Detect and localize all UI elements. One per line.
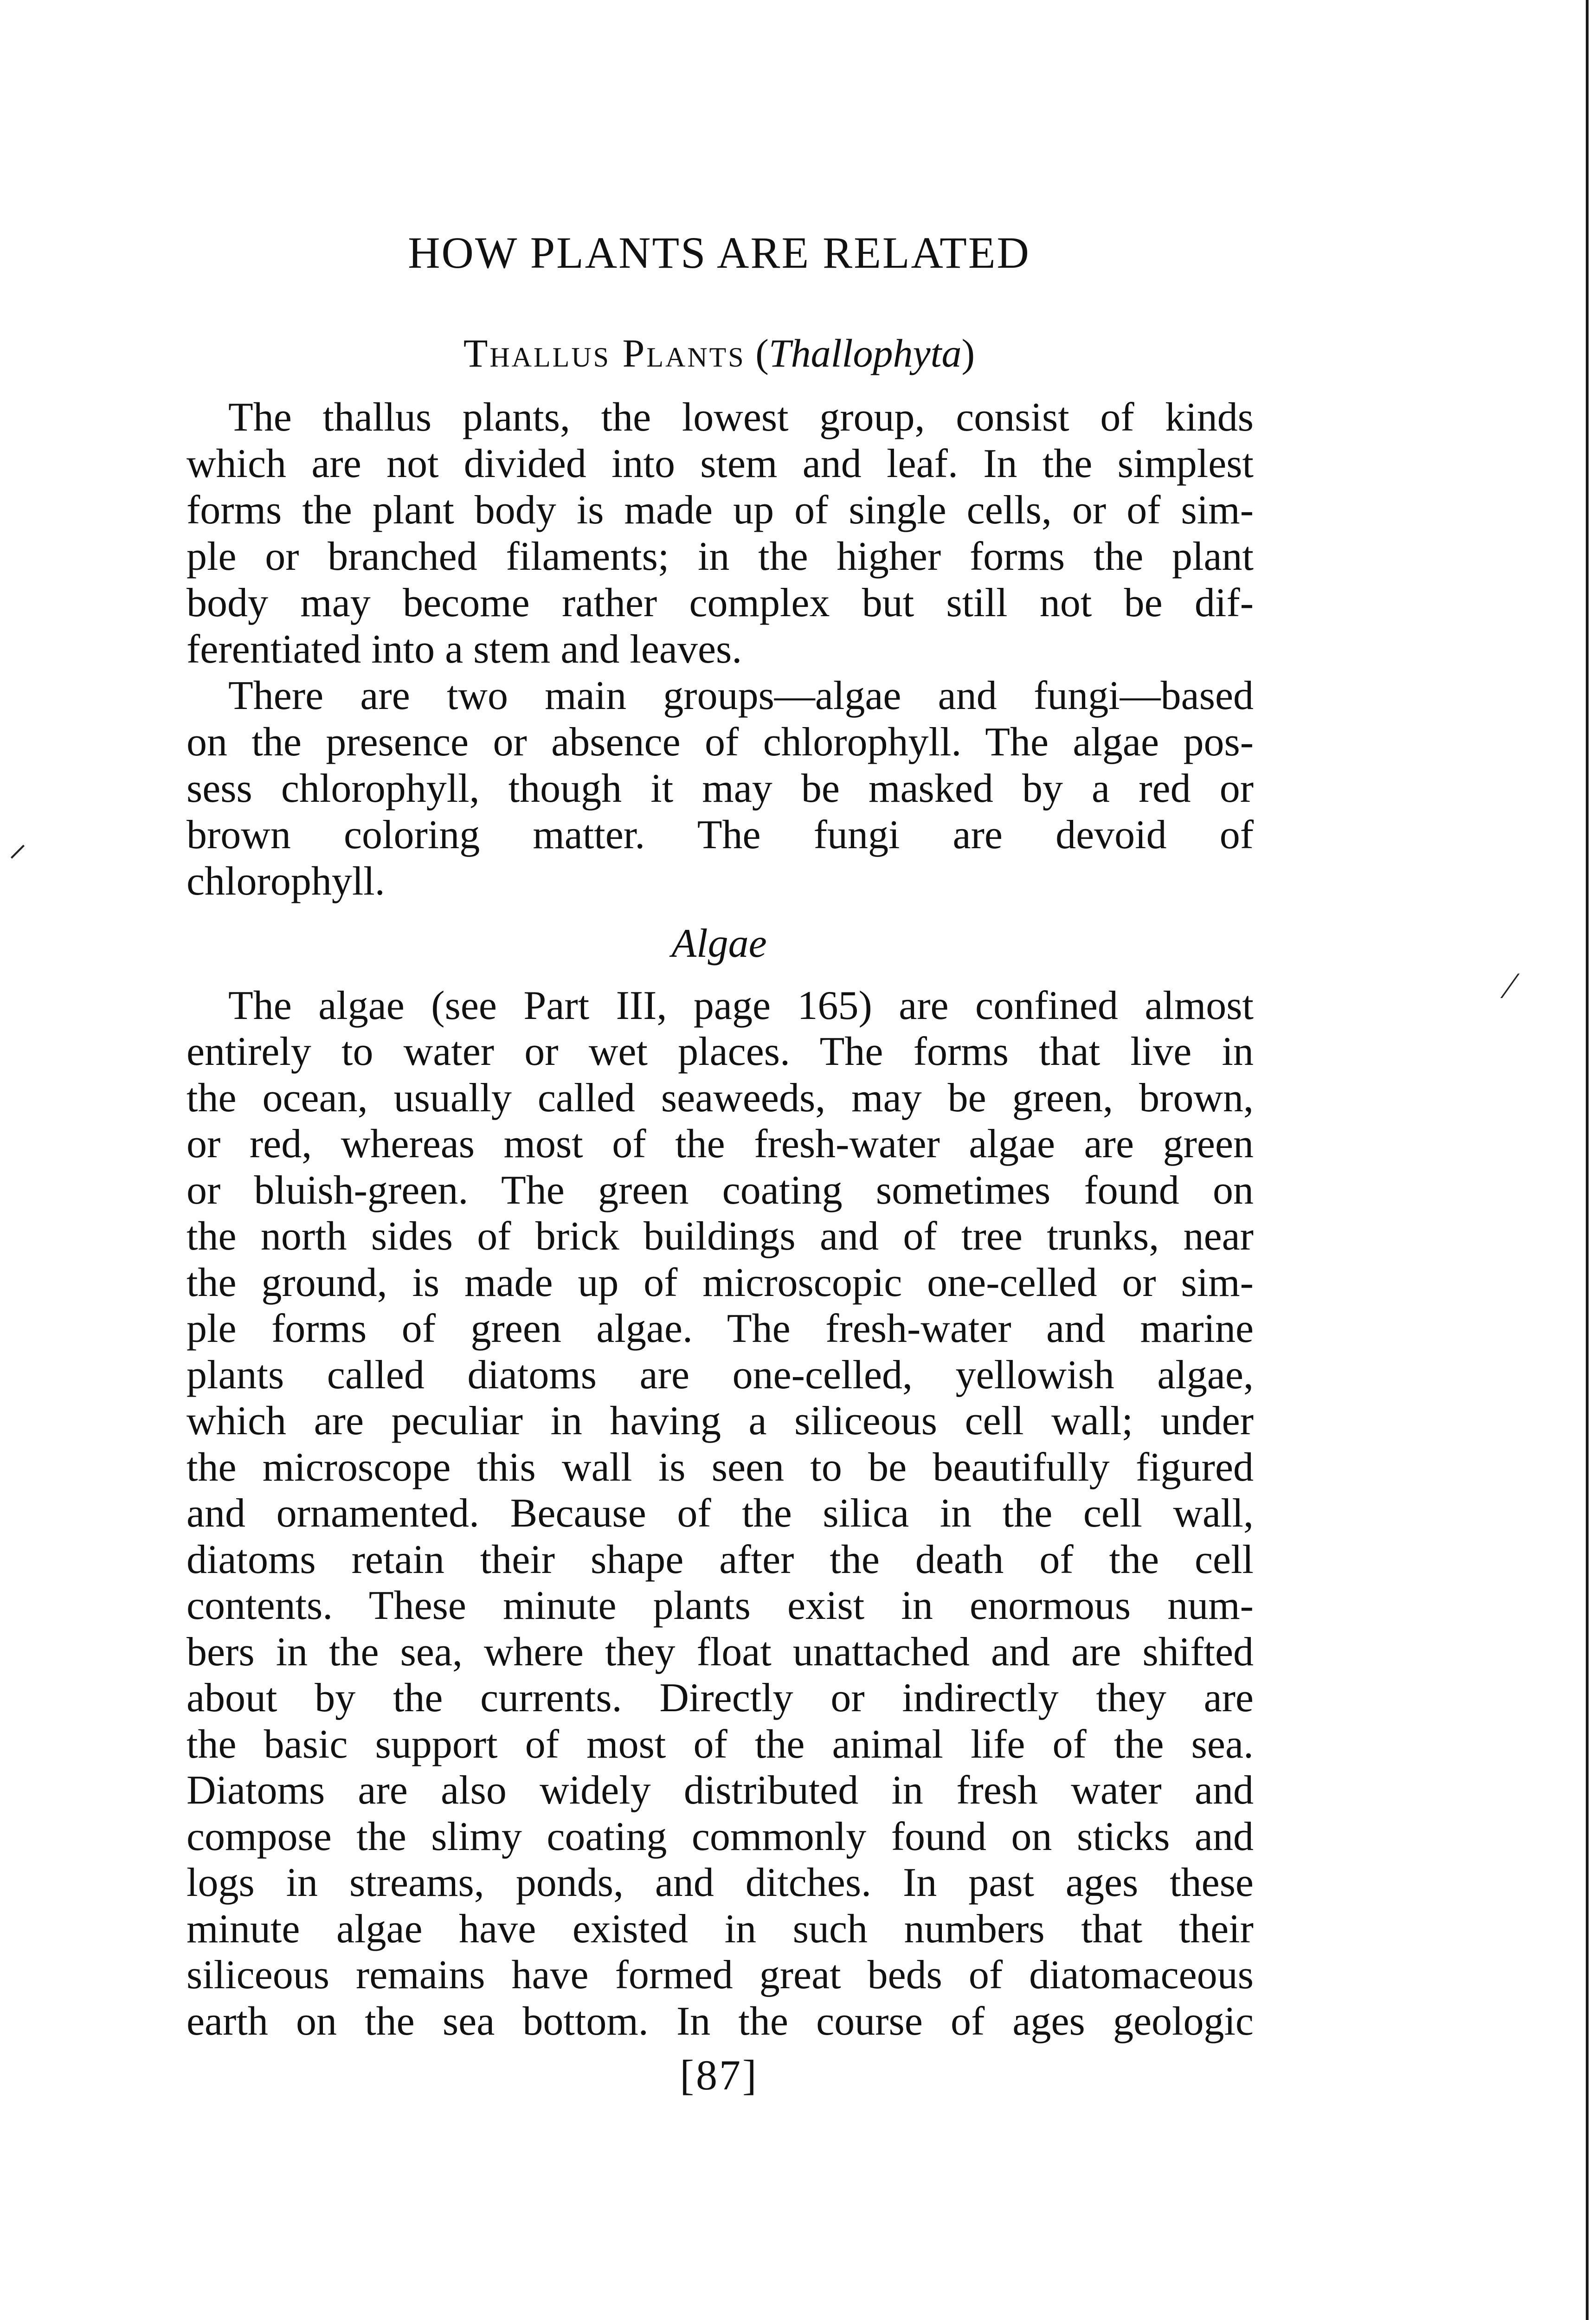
text-line: the microscope this wall is seen to be beautifully figured: [187, 1445, 1254, 1490]
text-line: siliceous remains have formed great beds of diatomaceous: [187, 1953, 1254, 1998]
running-head: HOW PLANTS ARE RELATED: [408, 228, 1030, 277]
text-line: and ornamented. Because of the silica in the cell wall,: [187, 1491, 1254, 1536]
text-line: logs in streams, ponds, and ditches. In past ages these: [187, 1860, 1254, 1905]
text-line: brown coloring matter. The fungi are devoid of: [187, 812, 1254, 857]
scan-mark-left: ⸝: [8, 823, 27, 864]
text-line: the north sides of brick buildings and of tree trunks, near: [187, 1214, 1254, 1259]
text-line: ple forms of green algae. The fresh-water and marine: [187, 1306, 1254, 1351]
text-line: body may become rather complex but still not be dif-: [187, 580, 1254, 625]
text-line: ple or branched filaments; in the higher forms the plant: [187, 534, 1254, 579]
text-line: forms the plant body is made up of single cells, or of sim-: [187, 488, 1254, 533]
text-line: or red, whereas most of the fresh-water algae are green: [187, 1121, 1254, 1166]
page-edge-shadow: [1586, 0, 1589, 2320]
text-line: the ocean, usually called seaweeds, may be green, brown,: [187, 1076, 1254, 1121]
text-line: contents. These minute plants exist in enormous num-: [187, 1583, 1254, 1628]
text-line: diatoms retain their shape after the death of the cell: [187, 1537, 1254, 1582]
text-line: which are not divided into stem and leaf. In the simplest: [187, 441, 1254, 486]
text-line: which are peculiar in having a siliceous cell wall; under: [187, 1398, 1254, 1444]
text-line: earth on the sea bottom. In the course of ages geologic: [187, 1999, 1254, 2044]
text-line: minute algae have existed in such numbers that their: [187, 1907, 1254, 1952]
text-line: on the presence or absence of chlorophyll. The algae pos-: [187, 720, 1254, 765]
text-line: compose the slimy coating commonly found on sticks and: [187, 1814, 1254, 1859]
page-number: [87]: [680, 2051, 759, 2099]
text-line: the basic support of most of the animal life of the sea.: [187, 1722, 1254, 1767]
text-line: bers in the sea, where they float unattached and are shifted: [187, 1630, 1254, 1675]
text-line: sess chlorophyll, though it may be masked by a red or: [187, 766, 1254, 811]
section-title-smallcaps: Thallus Plants: [463, 331, 746, 375]
text-line: entirely to water or wet places. The forms that live in: [187, 1029, 1254, 1074]
text-line: about by the currents. Directly or indirectly they are: [187, 1676, 1254, 1721]
subhead-algae: Algae: [671, 921, 767, 966]
scan-mark-right: ⁄: [1507, 966, 1513, 1006]
text-line: There are two main groups—algae and fungi—based: [228, 673, 1254, 718]
text-line: The thallus plants, the lowest group, consist of kinds: [228, 395, 1254, 440]
text-line: or bluish-green. The green coating sometimes found on: [187, 1168, 1254, 1213]
section-title: Thallus Plants (Thallophyta): [463, 331, 975, 375]
text-line: The algae (see Part III, page 165) are confined almost: [228, 983, 1254, 1028]
section-title-latin: Thallophyta: [768, 331, 962, 375]
text-line: ferentiated into a stem and leaves.: [187, 627, 742, 672]
text-line: chlorophyll.: [187, 859, 385, 904]
text-line: plants called diatoms are one-celled, yellowish algae,: [187, 1353, 1254, 1398]
text-line: Diatoms are also widely distributed in fresh water and: [187, 1768, 1254, 1813]
text-line: the ground, is made up of microscopic one-celled or sim-: [187, 1260, 1254, 1305]
